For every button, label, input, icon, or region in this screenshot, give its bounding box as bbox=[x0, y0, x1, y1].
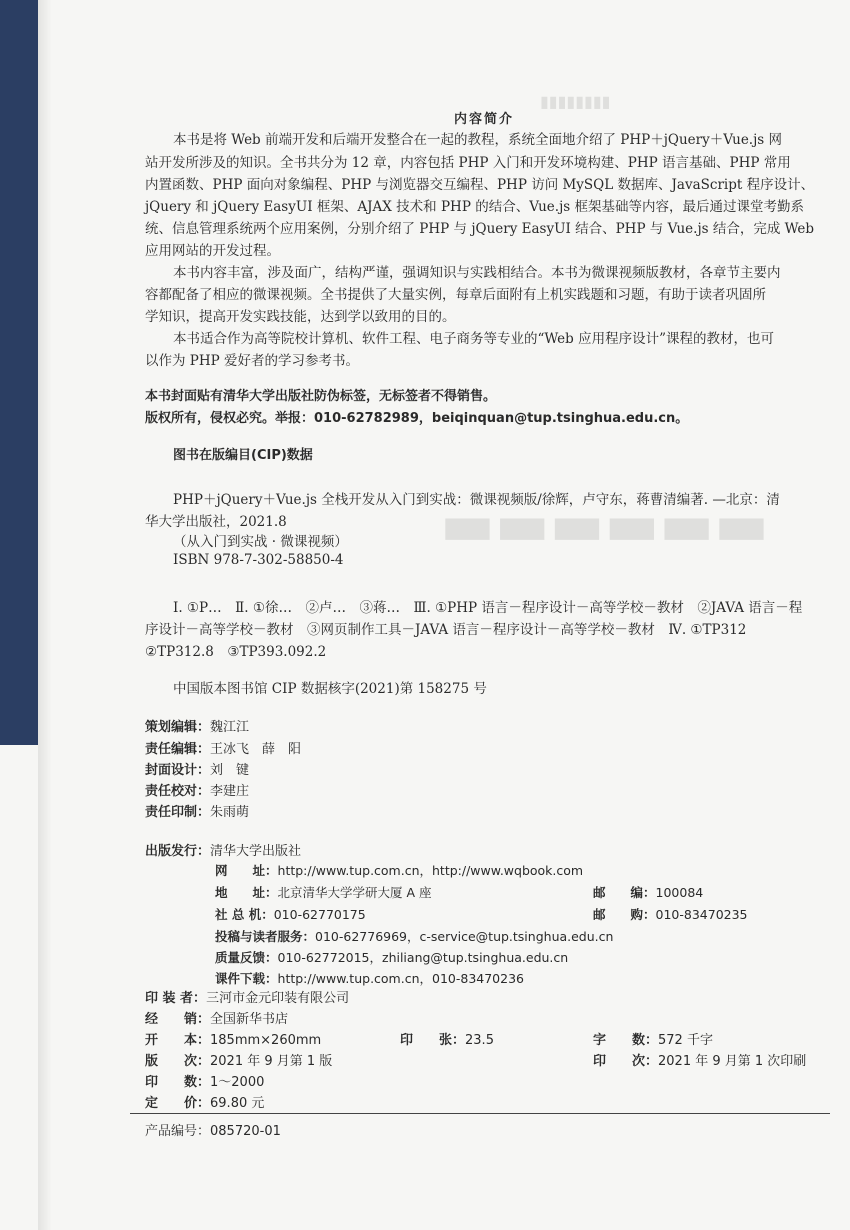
intro-line: 本书适合作为高等院校计算机、软件工程、电子商务等专业的“Web 应用程序设计”课程的教材，也可 bbox=[173, 331, 774, 347]
sheets-value: 23.5 bbox=[465, 1033, 494, 1048]
intro-line: 本书是将 Web 前端开发和后端开发整合在一起的教程，系统全面地介绍了 PHP＋jQuery＋Vue.js 网 bbox=[173, 132, 783, 148]
intro-line: jQuery 和 jQuery EasyUI 框架、AJAX 技术和 PHP 的结合、Vue.js 框架基础等内容，最后通过课堂考勤系 bbox=[145, 199, 804, 215]
format-value: 185mm×260mm bbox=[210, 1033, 322, 1048]
mail-order-value: 010-83470235 bbox=[655, 907, 748, 922]
show-through-title: ▬▬▬▬▬▬ bbox=[440, 500, 769, 568]
mail-order-row bbox=[593, 905, 748, 923]
sheets-label: 印 张： bbox=[400, 1033, 466, 1048]
editor-row bbox=[145, 716, 249, 735]
editor-row bbox=[145, 738, 301, 757]
quality-row bbox=[215, 948, 568, 966]
editor-label: 责任印制： bbox=[145, 805, 211, 820]
editor-label: 责任校对： bbox=[145, 784, 211, 799]
cip-line: PHP＋jQuery＋Vue.js 全栈开发从入门到实战：微课视频版/徐辉，卢守东，蒋曹清编著. —北京：清 bbox=[173, 492, 780, 508]
mail-order-label: 邮 购： bbox=[593, 907, 656, 922]
copies-label: 印 数： bbox=[145, 1075, 211, 1090]
quality-value: 010-62772015，zhiliang@tup.tsinghua.edu.cn bbox=[277, 950, 569, 965]
editor-value: 刘 键 bbox=[210, 763, 250, 778]
binding-shadow bbox=[38, 0, 52, 1230]
copyright-notice: 版权所有，侵权必究。举报：010-62782989，beiqinquan@tup.tsinghua.edu.cn。 bbox=[145, 411, 689, 426]
format-label: 开 本： bbox=[145, 1033, 211, 1048]
intro-line: 统、信息管理系统两个应用案例，分别介绍了 PHP 与 jQuery EasyUI 结合、PHP 与 Vue.js 结合，完成 Web bbox=[145, 221, 815, 237]
page-title: 内容简介 bbox=[454, 112, 515, 127]
product-code-value: 085720-01 bbox=[210, 1124, 281, 1139]
address-value: 北京清华大学学研大厦 A 座 bbox=[277, 885, 432, 900]
publisher-name: 清华大学出版社 bbox=[210, 844, 302, 859]
price-value: 69.80 元 bbox=[210, 1096, 265, 1111]
editor-label: 封面设计： bbox=[145, 763, 211, 778]
format-row bbox=[145, 1029, 321, 1048]
cip-line: 华大学出版社，2021.8 bbox=[145, 514, 287, 530]
contribution-value: 010-62776969，c-service@tup.tsinghua.edu.cn bbox=[315, 929, 614, 944]
classification-line: 序设计－高等学校－教材 ③网页制作工具－JAVA 语言－程序设计－高等学校－教材 Ⅳ. ①TP312 bbox=[145, 622, 747, 638]
postcode-value: 100084 bbox=[655, 885, 704, 900]
divider bbox=[130, 1113, 830, 1114]
words-label: 字 数： bbox=[593, 1033, 659, 1048]
intro-line: 容都配备了相应的微课视频。全书提供了大量实例，每章后面附有上机实践题和习题，有助于读者巩固所 bbox=[145, 287, 766, 303]
quality-label: 质量反馈： bbox=[215, 950, 278, 965]
distributor-label: 经 销： bbox=[145, 1012, 211, 1027]
switchboard-value: 010-62770175 bbox=[273, 907, 366, 922]
classification-line: ②TP312.8 ③TP393.092.2 bbox=[145, 644, 327, 660]
address-label: 地 址： bbox=[215, 885, 278, 900]
postcode-row bbox=[593, 883, 703, 901]
editor-row bbox=[145, 780, 249, 799]
courseware-value: http://www.tup.com.cn，010-83470236 bbox=[277, 971, 524, 986]
switchboard-row bbox=[215, 905, 366, 923]
publisher-label: 出版发行： bbox=[145, 844, 211, 859]
intro-line: 本书内容丰富，涉及面广，结构严谨，强调知识与实践相结合。本书为微课视频版教材，各章节主要内 bbox=[173, 265, 781, 281]
printer-label: 印 装 者： bbox=[145, 991, 207, 1006]
copies-value: 1～2000 bbox=[210, 1075, 265, 1090]
website-value: http://www.tup.com.cn，http://www.wqbook.com bbox=[277, 863, 584, 878]
editor-row bbox=[145, 801, 249, 820]
editor-value: 魏江江 bbox=[210, 720, 250, 735]
impression-label: 印 次： bbox=[593, 1054, 659, 1069]
words-row bbox=[593, 1029, 713, 1048]
website-label: 网 址： bbox=[215, 863, 278, 878]
intro-line: 站开发所涉及的知识。全书共分为 12 章，内容包括 PHP 入门和开发环境构建、PHP 语言基础、PHP 常用 bbox=[145, 155, 791, 171]
distributor-value: 全国新华书店 bbox=[210, 1012, 289, 1027]
sheets-row bbox=[400, 1029, 494, 1048]
cover-edge-band bbox=[0, 0, 38, 745]
cip-line: （从入门到实战 · 微课视频） bbox=[173, 534, 348, 550]
price-row bbox=[145, 1092, 264, 1111]
edition-row bbox=[145, 1050, 332, 1069]
editor-label: 责任编辑： bbox=[145, 742, 211, 757]
switchboard-label: 社 总 机： bbox=[215, 907, 274, 922]
anti-counterfeit-notice: 本书封面贴有清华大学出版社防伪标签，无标签者不得销售。 bbox=[145, 389, 497, 404]
editor-value: 朱雨萌 bbox=[210, 805, 250, 820]
price-label: 定 价： bbox=[145, 1096, 211, 1111]
postcode-label: 邮 编： bbox=[593, 885, 656, 900]
editor-value: 王冰飞 薛 阳 bbox=[210, 742, 302, 757]
impression-value: 2021 年 9 月第 1 次印刷 bbox=[658, 1054, 807, 1069]
publisher-row bbox=[145, 840, 301, 859]
intro-line: 内置函数、PHP 面向对象编程、PHP 与浏览器交互编程、PHP 访问 MySQL 数据库、JavaScript 程序设计、 bbox=[145, 177, 815, 193]
intro-line: 学知识，提高开发实践技能，达到学以致用的目的。 bbox=[145, 309, 456, 325]
product-code-label: 产品编号： bbox=[145, 1124, 211, 1139]
cip-heading: 图书在版编目(CIP)数据 bbox=[173, 448, 313, 463]
impression-row bbox=[593, 1050, 806, 1069]
courseware-row bbox=[215, 969, 524, 987]
product-code-row bbox=[145, 1120, 281, 1139]
contribution-row bbox=[215, 927, 613, 945]
edition-label: 版 次： bbox=[145, 1054, 211, 1069]
editor-label: 策划编辑： bbox=[145, 720, 211, 735]
address-row bbox=[215, 883, 432, 901]
courseware-label: 课件下载： bbox=[215, 971, 278, 986]
printer-value: 三河市金元印装有限公司 bbox=[206, 991, 350, 1006]
cip-number: 中国版本图书馆 CIP 数据核字(2021)第 158275 号 bbox=[173, 681, 487, 697]
editor-row bbox=[145, 759, 249, 778]
printer-row bbox=[145, 987, 349, 1006]
edition-value: 2021 年 9 月第 1 版 bbox=[210, 1054, 333, 1069]
copies-row bbox=[145, 1071, 264, 1090]
website-row bbox=[215, 861, 583, 879]
intro-line: 以作为 PHP 爱好者的学习参考书。 bbox=[145, 353, 360, 369]
contribution-label: 投稿与读者服务： bbox=[215, 929, 316, 944]
isbn: ISBN 978-7-302-58850-4 bbox=[173, 552, 344, 568]
editor-value: 李建庄 bbox=[210, 784, 250, 799]
words-value: 572 千字 bbox=[658, 1033, 713, 1048]
distributor-row bbox=[145, 1008, 288, 1027]
show-through-text: ▮▮▮▮▮▮▮▮ bbox=[540, 92, 611, 111]
classification-line: Ⅰ. ①P… Ⅱ. ①徐… ②卢… ③蒋… Ⅲ. ①PHP 语言－程序设计－高等学校－教材 ②JAVA 语言－程 bbox=[173, 600, 803, 616]
intro-line: 应用网站的开发过程。 bbox=[145, 243, 280, 259]
